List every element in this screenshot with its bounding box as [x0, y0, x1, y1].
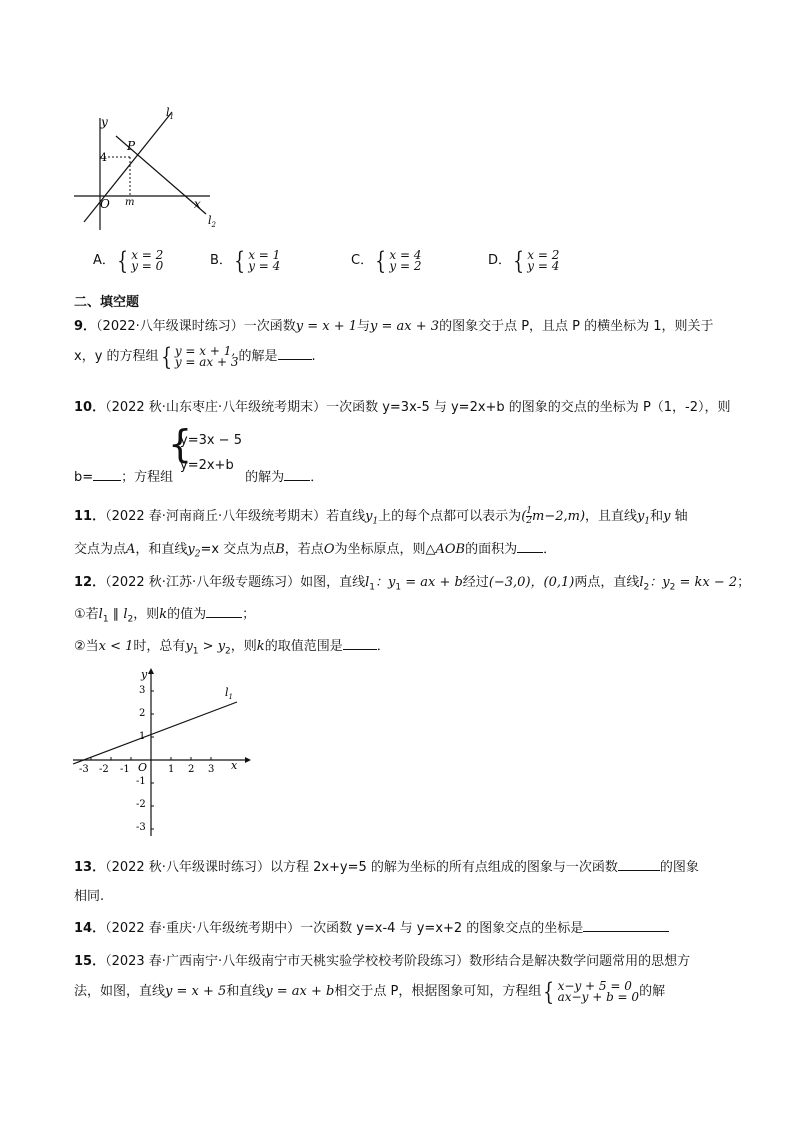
y-axis-arrow	[148, 668, 154, 674]
x-tick-label: 1	[168, 764, 175, 775]
q12-k-blank[interactable]	[206, 605, 242, 618]
q13-answer-blank[interactable]	[618, 858, 660, 871]
q15-system: { x−y + 5 = 0 ax−y + b = 0	[543, 977, 640, 1006]
q11-answer-blank[interactable]	[517, 540, 543, 553]
choice-d-system: { x = 2 y = 4	[513, 246, 560, 275]
question-10-line1: 10．（2022 秋·山东枣庄·八年级统考期末）一次函数 y=3x-5 与 y=2x+b 的图象的交点的坐标为 P（1，-2），则	[74, 400, 731, 415]
y-tick-label: -3	[136, 822, 146, 833]
choice-c-system: { x = 4 y = 2	[375, 246, 422, 275]
y-tick-label: 1	[139, 731, 146, 742]
y-tick-label: 3	[139, 685, 146, 696]
x-axis-label: x	[194, 197, 201, 211]
question-11-line2: 交点为点A，和直线$y_2=x$ 交点为点B，若点O为坐标原点，则△AOB的面积为 ．	[74, 542, 557, 560]
y-tick-label: 2	[139, 708, 146, 719]
y-tick-label: -2	[136, 799, 146, 810]
choice-c[interactable]: C． { x = 4 y = 2	[351, 246, 422, 275]
figure-intersecting-lines	[60, 100, 230, 240]
choice-d[interactable]: D． { x = 2 y = 4	[488, 246, 560, 275]
l2-label: $l_2$	[208, 214, 216, 229]
question-9-line1: 9．（2022·八年级课时练习）一次函数y = x + 1与y = ax + 3的图象交于点 P，且点 P 的横坐标为 1，则关于	[74, 319, 714, 334]
l1-label: $l_1$	[225, 686, 233, 701]
x-axis-label: x	[231, 759, 238, 772]
question-12-line1: 12．（2022 秋·江苏·八年级专题练习）如图，直线$l_1$：$y_1$ = ax + b经过(−3,0)，(0,1)两点，直线$l_2$：$y_2$ = kx − 2；	[74, 575, 751, 593]
x-tick-label: 3	[208, 764, 215, 775]
x-tick-label: 2	[188, 764, 195, 775]
question-13-line1: 13．（2022 秋·八年级课时练习）以方程 2x+y=5 的解为坐标的所有点组成的图象与一次函数 的图象	[74, 860, 699, 875]
figure-coordinate-plane	[65, 664, 255, 844]
y-axis-label: y	[141, 668, 148, 681]
question-12-sub2: ②当x < 1时，总有$y_1 > y_2$，则k的取值范围是 ．	[74, 639, 390, 657]
q10-solution-blank[interactable]	[284, 468, 310, 481]
section-title: 二、填空题	[74, 295, 140, 310]
line-l1	[73, 702, 237, 764]
question-13-line2: 相同.	[74, 889, 105, 904]
question-9-line2: x，y 的方程组 { y = x + 1, y = ax + 3 的解是 .	[74, 342, 316, 371]
q9-system: { y = x + 1, y = ax + 3	[160, 342, 239, 371]
origin-label: O	[138, 761, 148, 774]
q12-range-blank[interactable]	[343, 637, 377, 650]
choice-a-system: { x = 2 y = 0	[117, 246, 164, 275]
question-11-line1: 11．（2022 春·河南商丘·八年级统考期末）若直线$y_1$上的每个点都可以表示为( $\frac{1}{2}$ m−2,m)，且直线$y_1$和y 轴	[74, 506, 688, 527]
question-12-sub1: ①若$l_1$ ∥ $l_2$，则k的值为 ；	[74, 607, 256, 625]
question-14: 14．（2022 春·重庆·八年级统考期中）一次函数 y=x-4 与 y=x+2 的图象交点的坐标是	[74, 917, 669, 936]
question-10-line2: b= ；方程组 的解为 ．	[74, 470, 324, 485]
point-p-label: P	[127, 139, 136, 153]
choice-b-system: { x = 1 y = 4	[234, 246, 281, 275]
m-label: m	[125, 197, 135, 208]
q10-b-blank[interactable]	[93, 468, 121, 481]
q9-answer-blank[interactable]	[278, 347, 312, 360]
q10-system: { y=3x − 5 y=2x+b	[168, 422, 242, 473]
l1-label: $l_1$	[166, 106, 174, 121]
origin-label: O	[100, 197, 110, 211]
q14-answer-blank[interactable]	[583, 919, 669, 932]
x-tick-label: -2	[99, 764, 109, 775]
four-label: 4	[100, 151, 107, 164]
x-tick-label: -1	[120, 764, 130, 775]
x-axis-arrow	[245, 757, 251, 763]
question-15-line1: 15．（2023 春·广西南宁·八年级南宁市天桃实验学校校考阶段练习）数形结合是解决数学问题常用的思想方	[74, 954, 691, 969]
x-tick-label: -3	[79, 764, 89, 775]
choice-a[interactable]: A． { x = 2 y = 0	[93, 246, 164, 275]
question-15-line2: 法，如图，直线y = x + 5和直线y = ax + b相交于点 P，根据图象可知，方程组 { x−y + 5 = 0 ax−y + b = 0 的解	[74, 977, 666, 1006]
y-axis-label: y	[101, 115, 108, 129]
choice-b[interactable]: B． { x = 1 y = 4	[210, 246, 281, 275]
y-tick-label: -1	[136, 776, 146, 787]
